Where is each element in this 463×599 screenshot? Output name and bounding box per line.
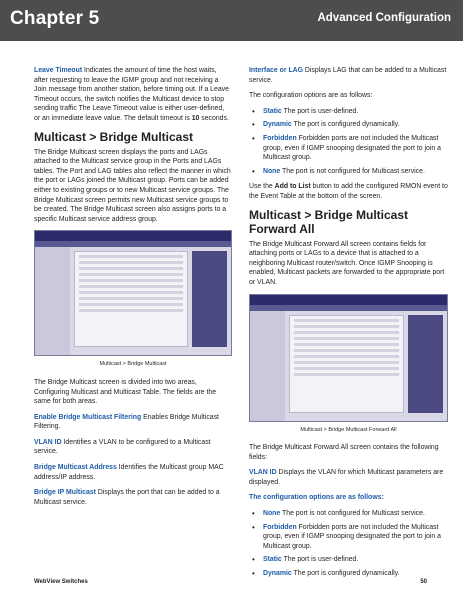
list-item: • None The port is not configured for Multicast service. xyxy=(263,167,448,177)
config-options-list xyxy=(249,107,448,177)
config-options-intro: The configuration options are as follows: xyxy=(249,92,373,100)
bridge-multicast-screenshot xyxy=(34,230,232,356)
leave-timeout-paragraph: Leave Timeout Indicates the amount of time the host waits, after requesting to leave the IGMP group and not receiving a Join message from another station, before timing out. If a Leave Timeout occurs, the switch notifies the Multicast device to stop sending traffic The Leave Timeout value is either user-defined, or an immediate leave value. The default timeout is 10 seconds. xyxy=(34,67,229,122)
config-options-list-2 xyxy=(249,509,448,579)
bridge-multicast-description: The Bridge Multicast screen displays the ports and LAGs attached to the Multicast service group in the Ports and LAGs tables. The Port and LAG tables also reflect the manner in which the port or LAGs joined the Multicast group. Ports can be added either to existing groups or to new Multicast service groups. The Bridge Multicast screen permits new Multicast service groups to be created. The Bridge Multicast screen also assigns ports to a specific Multicast service address group. xyxy=(34,148,231,223)
bridge-multicast-areas: The Bridge Multicast screen is divided into two areas, Configuring Multicast and Multicast Table. The fields are the same for both areas. xyxy=(34,378,217,406)
page-number: 50 xyxy=(420,579,427,585)
field-enable-filtering: Enable Bridge Multicast Filtering Enables Bridge Multicast Filtering. xyxy=(34,413,219,431)
list-item: • Dynamic The port is configured dynamically. xyxy=(263,120,448,130)
page-header xyxy=(0,0,463,41)
list-item: • None The port is not configured for Multicast service. xyxy=(263,509,448,519)
forward-all-screenshot xyxy=(249,294,448,422)
field-vlan-id: VLAN ID Displays the VLAN for which Multicast parameters are displayed. xyxy=(249,469,444,486)
figure-caption: Multicast > Bridge Multicast xyxy=(99,361,167,368)
add-to-list-paragraph: Use the Add to List button to add the configured RMON event to the Event Table at the bottom of the screen. xyxy=(249,183,448,200)
list-item: • Static The port is user-defined. xyxy=(263,107,448,117)
section-title: Advanced Configuration xyxy=(317,12,451,24)
term: Leave Timeout xyxy=(34,67,83,74)
right-column xyxy=(249,66,448,585)
forward-all-heading: Multicast > Bridge Multicast Forward All xyxy=(249,207,409,236)
field-bridge-multicast-address: Bridge Multicast Address Identifies the Multicast group MAC address/IP address. xyxy=(34,464,224,481)
forward-all-description: The Bridge Multicast Forward All screen contains fields for attaching ports or LAGs to a device that is attached to a neighboring Multicast router/switch. Once IGMP Snooping is enabled, Multicast packets are forwarded to the appropriate port or VLAN. xyxy=(249,240,445,286)
left-column xyxy=(34,66,232,513)
config-options-heading: The configuration options are as follows: xyxy=(249,494,384,502)
figure-caption: Multicast > Bridge Multicast Forward All xyxy=(300,426,397,433)
list-item: • Forbidden Forbidden ports are not included the Multicast group, even if IGMP snooping designated the port to join a Multicast group. xyxy=(263,134,448,163)
list-item: • Static The port is user-defined. xyxy=(263,555,448,565)
bridge-multicast-heading: Multicast > Bridge Multicast xyxy=(34,129,194,144)
list-item: • Forbidden Forbidden ports are not included the Multicast group, even if IGMP snooping designated the port to join a Multicast group. xyxy=(263,523,448,552)
chapter-label: Chapter 5 xyxy=(10,8,100,29)
forward-all-fields-intro: The Bridge Multicast Forward All screen contains the following fields: xyxy=(249,444,439,461)
interface-or-lag-field: Interface or LAG Displays LAG that can be added to a Multicast service. xyxy=(249,67,447,84)
footer-product: WebView Switches xyxy=(34,579,88,585)
field-bridge-ip-multicast: Bridge IP Multicast Displays the port that can be added to a Multicast service. xyxy=(34,489,220,506)
field-vlan-id: VLAN ID Identifies a VLAN to be configured to a Multicast service. xyxy=(34,438,211,456)
list-item: • Dynamic The port is configured dynamically. xyxy=(263,569,448,579)
